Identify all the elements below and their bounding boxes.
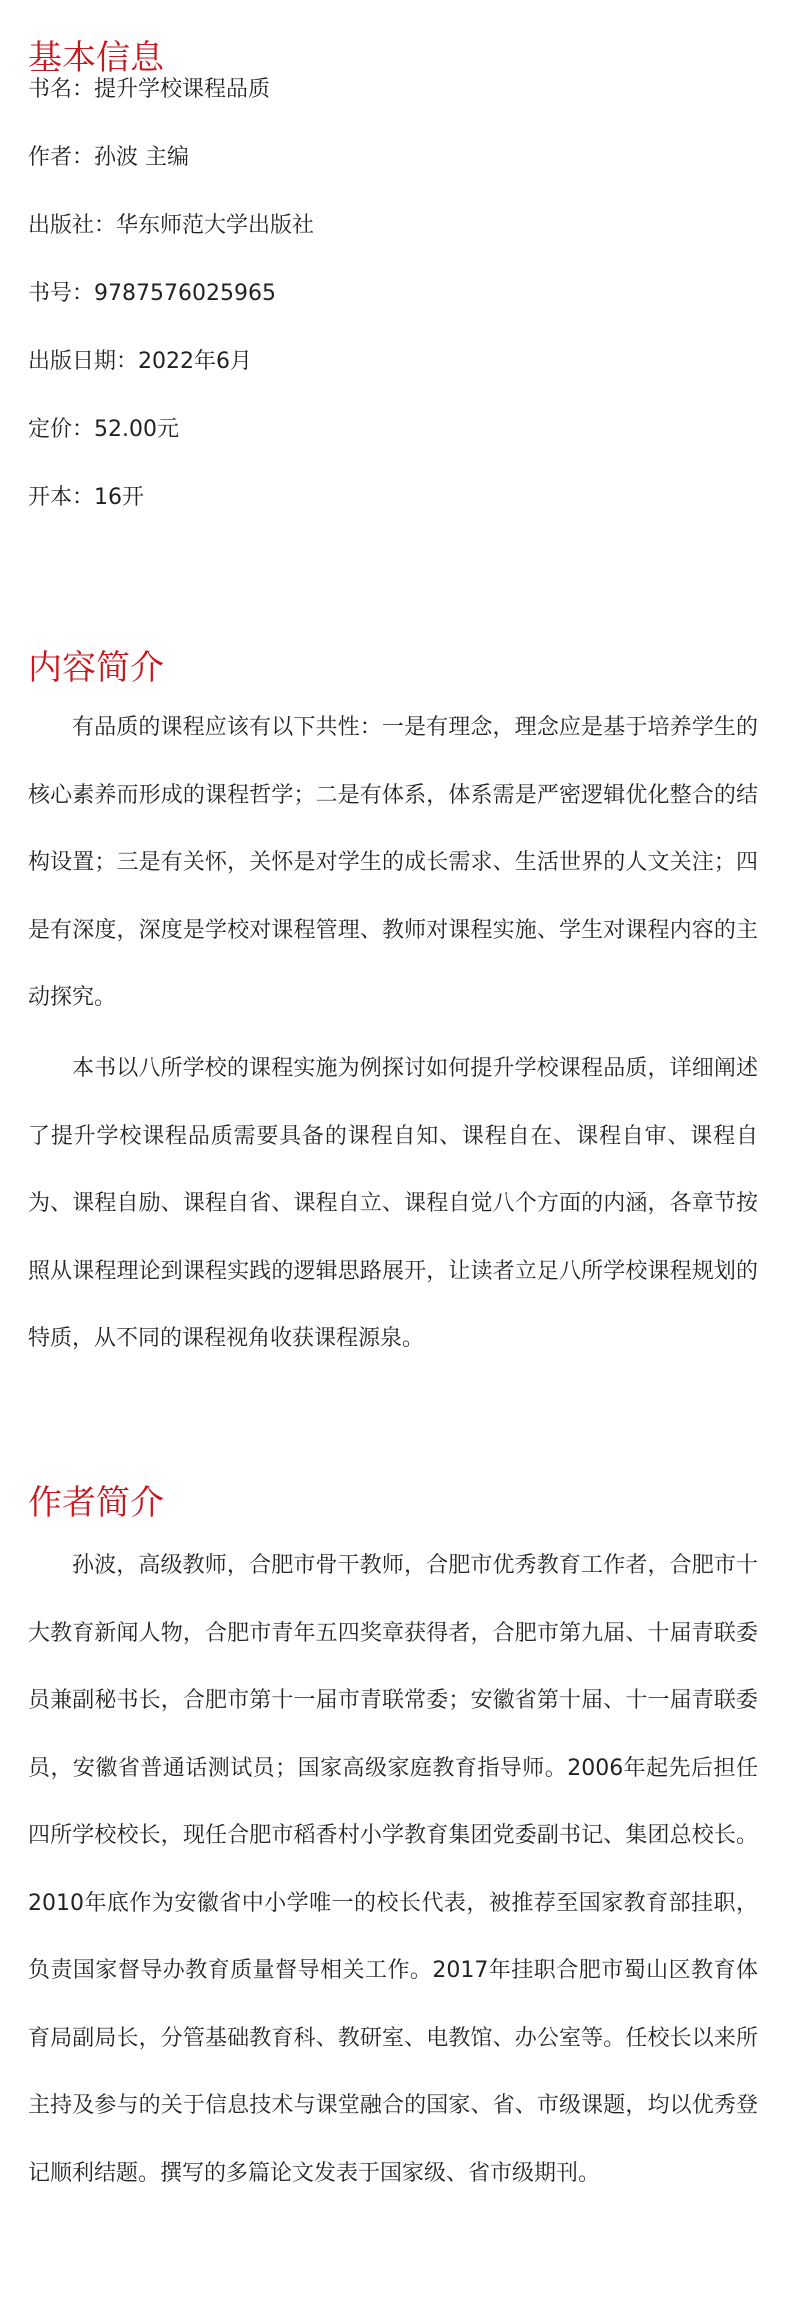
intro-heading: 内容简介 xyxy=(28,648,164,688)
intro-paragraph-2: 本书以八所学校的课程实施为例探讨如何提升学校课程品质，详细阐述了提升学校课程品质需要具备的课程自知、课程自在、课程自审、课程自为、课程自励、课程自省、课程自立、课程自觉八个方面的内涵，各章节按照从课程理论到课程实践的逻辑思路展开，让读者立足八所学校课程规划的特质，从不同的课程视角收获课程源泉。 xyxy=(28,1056,758,1351)
author-line: 作者：孙波 主编 xyxy=(28,145,189,170)
author-paragraph: 孙波，高级教师，合肥市骨干教师，合肥市优秀教育工作者，合肥市十大教育新闻人物，合肥市青年五四奖章获得者，合肥市第九届、十届青联委员兼副秘书长，合肥市第十一届市青联常委；安徽省第十届、十一届青联委员，安徽省普通话测试员；国家高级家庭教育指导师。2006年起先后担任四所学校校长，现任合肥市稻香村小学教育集团党委副书记、集团总校长。2010年底作为安徽省中小学唯一的校长代表，被推荐至国家教育部挂职，负责国家督导办教育质量督导相关工作。2017年挂职合肥市蜀山区教育体育局副局长，分管基础教育科、教研室、电教馆、办公室等。任校长以来所主持及参与的关于信息技术与课堂融合的国家、省、市级课题，均以优秀登记顺利结题。撰写的多篇论文发表于国家级、省市级期刊。 xyxy=(28,1553,758,2186)
basic-info-heading: 基本信息 xyxy=(28,38,164,78)
author-heading: 作者简介 xyxy=(28,1483,164,1523)
book-title-line: 书名：提升学校课程品质 xyxy=(28,77,271,102)
format-line: 开本：16开 xyxy=(28,485,144,510)
publish-date-line: 出版日期：2022年6月 xyxy=(28,349,252,374)
publisher-line: 出版社：华东师范大学出版社 xyxy=(28,213,315,238)
price-line: 定价：52.00元 xyxy=(28,417,179,442)
intro-paragraph-1: 有品质的课程应该有以下共性：一是有理念，理念应是基于培养学生的核心素养而形成的课程哲学；二是有体系，体系需是严密逻辑优化整合的结构设置；三是有关怀，关怀是对学生的成长需求、生活世界的人文关注；四是有深度，深度是学校对课程管理、教师对课程实施、学生对课程内容的主动探究。 xyxy=(28,715,758,1010)
isbn-line: 书号：9787576025965 xyxy=(28,281,276,306)
